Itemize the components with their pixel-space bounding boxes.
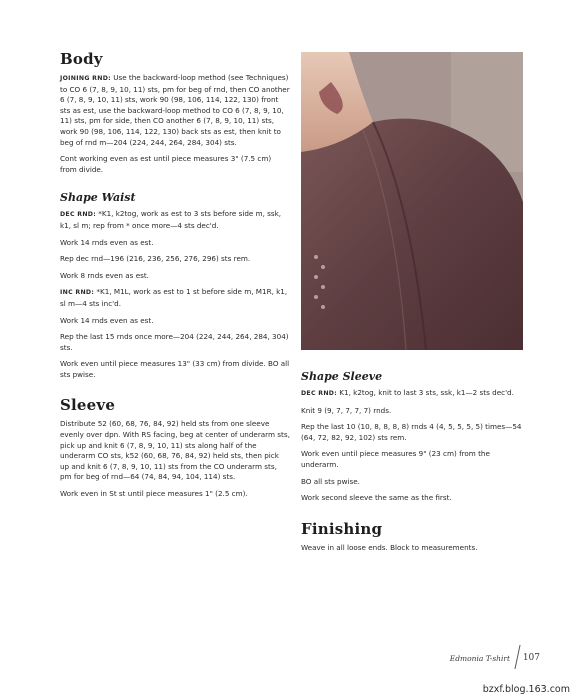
footer-pattern-title: Edmonia T-shirt <box>449 654 510 663</box>
waist-dec-rnd-text: *K1, k2tog, work as est to 3 sts before side m, ssk, k1, sl m; rep from * once more—4 sts dec'd. <box>60 209 282 230</box>
watermark: bzxf.blog.163.com <box>482 684 570 695</box>
body-heading: Body <box>60 50 103 68</box>
shape-sleeve-paragraph-5: BO all sts pwise. <box>301 476 360 486</box>
waist-inc-paragraph <box>60 287 290 309</box>
body-cont-paragraph: Cont working even as est until piece measures 3" (7.5 cm) from divide. <box>60 154 272 174</box>
shape-sleeve-heading: Shape Sleeve <box>301 370 383 383</box>
page-number: 107 <box>522 653 540 663</box>
shape-sleeve-paragraph-4: Work even until piece measures 9" (23 cm) from the underarm. <box>301 449 490 469</box>
waist-dec-rnd-label: DEC RND: <box>60 211 97 219</box>
sleeve-paragraph-1: Distribute 52 (60, 68, 76, 84, 92) held sts from one sleeve evenly over dpn. With RS facing, beg at center of underarm sts, pick up and knit 6 (7, 8, 9, 10, 11) sts along half of the underarm CO sts, k52 (60, 68, 76, 84, 92) held sts, then pick up and knit 6 (7, 8, 9, 10, 11) sts from the CO underarm sts, pm for beg of rnd—64 (74, 84, 94, 104, 114) sts. <box>60 419 290 482</box>
sleeve-heading: Sleeve <box>60 396 116 415</box>
finishing-paragraph: Weave in all loose ends. Block to measurements. <box>301 542 478 552</box>
waist-paragraph-6: Work 14 rnds even as est. <box>60 315 154 325</box>
shape-sleeve-paragraph-3: Rep the last 10 (10, 8, 8, 8, 8) rnds 4 (4, 5, 5, 5, 5) times—54 (64, 72, 82, 92, 102) sts rem. <box>301 422 522 442</box>
shape-sleeve-paragraph-6: Work second sleeve the same as the first. <box>301 493 452 503</box>
waist-paragraph-3: Rep dec rnd—196 (216, 236, 256, 276, 296) sts rem. <box>60 254 251 264</box>
finishing-heading: Finishing <box>301 519 383 538</box>
waist-dec-paragraph <box>60 209 290 231</box>
shape-waist-heading: Shape Waist <box>60 191 136 205</box>
sweater-photo <box>301 52 523 350</box>
waist-paragraph-8: Work even until piece measures 13" (33 cm) from divide. BO all sts pwise. <box>60 359 290 379</box>
sleeve-dec-paragraph <box>301 388 523 400</box>
sleeve-paragraph-2: Work even in St st until piece measures 1" (2.5 cm). <box>60 489 248 499</box>
sleeve-dec-rnd-text: K1, k2tog, knit to last 3 sts, ssk, k1—2 sts dec'd. <box>337 388 514 397</box>
joining-rnd-label: JOINING RND: <box>60 75 111 82</box>
right-column <box>301 370 523 559</box>
joining-rnd-text: Use the backward-loop method (see Techniques) to CO 6 (7, 8, 9, 10, 11) sts, pm for beg of rnd, then CO another 6 (7, 8, 9, 10, 11) sts, work 90 (98, 106, 114, 122, 130) front sts as est, use the backward-loop method to CO 6 (7, 8, 9, 10, 11) sts, pm for side, then CO another 6 (7, 8, 9, 10, 11) sts, work 90 (98, 106, 114, 122, 130) back sts as est, then knit to beg of rnd m—204 (224, 244, 264, 284, 304) sts. <box>60 73 290 147</box>
waist-paragraph-4: Work 8 rnds even as est. <box>60 270 149 280</box>
waist-paragraph-2: Work 14 rnds even as est. <box>60 237 154 247</box>
waist-inc-rnd-text: *K1, M1L, work as est to 1 st before side m, M1R, k1, sl m—4 sts inc'd. <box>60 287 288 308</box>
sleeve-dec-rnd-label: DEC RND: <box>301 390 338 397</box>
waist-paragraph-7: Rep the last 15 rnds once more—204 (224, 244, 264, 284, 304) sts. <box>60 332 289 352</box>
footer-divider <box>514 645 520 669</box>
shape-sleeve-paragraph-2: Knit 9 (9, 7, 7, 7, 7) rnds. <box>301 405 392 415</box>
body-joining-paragraph <box>60 73 290 148</box>
waist-inc-rnd-label: INC RND: <box>60 289 95 297</box>
left-column <box>60 50 290 506</box>
sweater-photo-illustration <box>301 52 523 350</box>
